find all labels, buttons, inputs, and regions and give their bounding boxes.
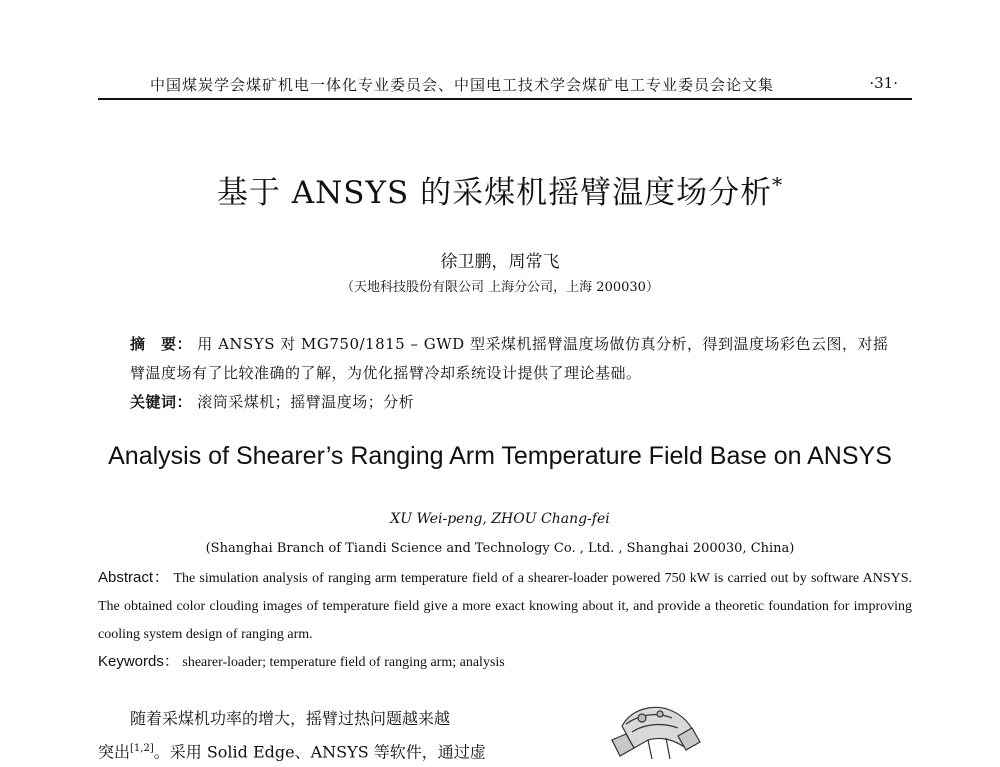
body-line-1: 随着采煤机功率的增大，摇臂过热问题越来越 [130, 709, 451, 728]
keywords-en-text: shearer-loader; temperature field of ranging arm; analysis [182, 655, 505, 670]
body-text [98, 704, 498, 767]
authors-cn: 徐卫鹏，周常飞 [440, 252, 560, 272]
body-line-2-post: 。采用 Solid Edge、ANSYS 等软件，通过虚 [153, 742, 486, 762]
keywords-cn-label: 关键词： [130, 393, 193, 411]
header-text: 中国煤炭学会煤矿机电一体化专业委员会、中国电工技术学会煤矿电工专业委员会论文集 [150, 76, 775, 94]
affiliation-cn: （天地科技股份有限公司 上海分公司，上海 200030） [341, 280, 659, 295]
body-line-2 [98, 734, 498, 767]
running-header [98, 74, 912, 100]
authors-en: XU Wei-peng, ZHOU Chang-fei [390, 511, 610, 527]
paper-title-cn [0, 167, 1000, 212]
abstract-cn-text: 用 ANSYS 对 MG750/1815 – GWD 型采煤机摇臂温度场做仿真分析，得到温度场彩色云图，对摇臂温度场有了比较准确的了解，为优化摇臂冷却系统设计提供了理论基础。 [130, 335, 889, 382]
page-number: ·31· [869, 74, 898, 92]
keywords-en [98, 648, 912, 677]
keywords-en-label: Keywords： [98, 653, 179, 670]
keywords-cn-text: 滚筒采煤机；摇臂温度场；分析 [197, 393, 415, 411]
body-line-2-pre: 突出 [98, 742, 131, 762]
ranging-arm-figure [582, 696, 712, 759]
abstract-en [98, 564, 912, 649]
title-text: 基于 ANSYS 的采煤机摇臂温度场分析 [216, 175, 773, 211]
abstract-cn [130, 330, 890, 388]
abstract-cn-block [130, 330, 890, 417]
citation: [1,2] [130, 743, 154, 754]
keywords-cn [130, 388, 890, 417]
paper-title-en: Analysis of Shearer’s Ranging Arm Temperature Field Base on ANSYS [108, 442, 892, 470]
abstract-cn-label: 摘 要： [130, 335, 193, 353]
abstract-en-text: The simulation analysis of ranging arm temperature field of a shearer-loader powered 750 kW is carried out by software ANSYS. The obtained color clouding images of temperature field give a more exact knowing about it, and provide a theoretic foundation for improving cooling system design of ranging arm. [98, 571, 912, 642]
affiliation-en: (Shanghai Branch of Tiandi Science and Technology Co. , Ltd. , Shanghai 200030, China) [205, 541, 795, 556]
title-footnote-mark: * [772, 172, 784, 197]
abstract-en-label: Abstract： [98, 569, 170, 586]
